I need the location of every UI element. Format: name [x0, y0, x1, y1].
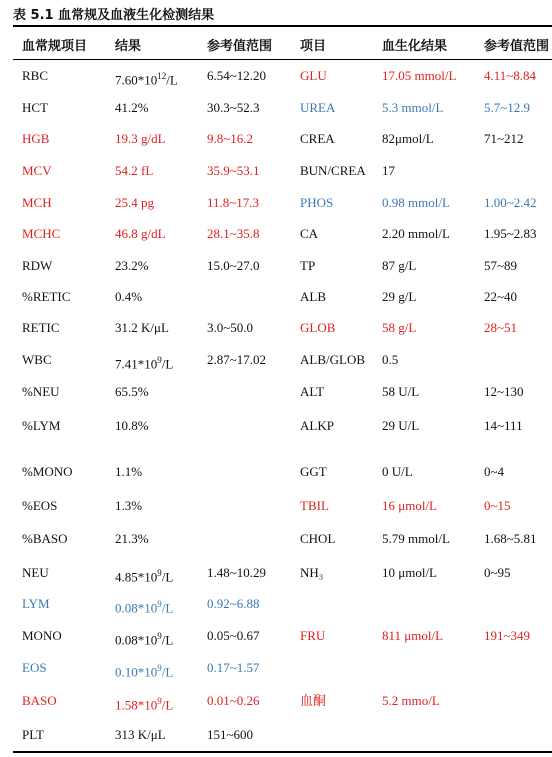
row-20-cbc-reference: 0.01~0.26: [207, 693, 260, 708]
row-8-chem-result: 29 g/L: [382, 289, 417, 304]
row-4-chem-result: 17: [382, 163, 395, 178]
row-16-cbc-reference: 1.48~10.29: [207, 565, 267, 580]
row-13-cbc-item: %MONO: [22, 464, 73, 479]
row-14-cbc-item: %EOS: [22, 498, 58, 513]
row-10-cbc-item: WBC: [22, 352, 52, 367]
row-18-cbc-reference: 0.05~0.67: [207, 628, 260, 643]
row-7-cbc-reference: 15.0~27.0: [207, 258, 260, 273]
row-16-chem-item: NH₃: [300, 565, 324, 580]
row-8-cbc-item: %RETIC: [22, 289, 71, 304]
table-top-rule: [13, 25, 552, 27]
row-2-cbc-result: 41.2%: [115, 100, 149, 115]
row-21-cbc-result: 313 K/μL: [115, 727, 166, 742]
row-4-chem-item: BUN/CREA: [300, 163, 366, 178]
row-6-chem-reference: 1.95~2.83: [484, 226, 537, 241]
row-5-cbc-reference: 11.8~17.3: [207, 195, 260, 210]
row-7-chem-item: TP: [300, 258, 316, 273]
row-9-chem-item: GLOB: [300, 320, 336, 335]
row-16-chem-reference: 0~95: [484, 565, 511, 580]
row-10-cbc-reference: 2.87~17.02: [207, 352, 267, 367]
row-11-cbc-result: 65.5%: [115, 384, 149, 399]
row-5-cbc-result: 25.4 pg: [115, 195, 154, 210]
row-12-chem-item: ALKP: [300, 418, 334, 433]
row-1-cbc-item: RBC: [22, 68, 49, 83]
row-19-cbc-reference: 0.17~1.57: [207, 660, 260, 675]
header-chem-reference: 参考值范围: [484, 39, 550, 54]
row-1-chem-result: 17.05 mmol/L: [382, 68, 457, 83]
row-8-cbc-result: 0.4%: [115, 289, 143, 304]
row-17-cbc-item: LYM: [22, 596, 50, 611]
row-9-cbc-item: RETIC: [22, 320, 60, 335]
row-18-chem-item: FRU: [300, 628, 326, 643]
row-11-chem-result: 58 U/L: [382, 384, 420, 399]
row-12-chem-reference: 14~111: [484, 418, 523, 433]
row-6-chem-result: 2.20 mmol/L: [382, 226, 450, 241]
row-17-cbc-reference: 0.92~6.88: [207, 596, 260, 611]
row-9-cbc-reference: 3.0~50.0: [207, 320, 254, 335]
row-12-cbc-result: 10.8%: [115, 418, 149, 433]
row-8-chem-reference: 22~40: [484, 289, 518, 304]
row-9-chem-result: 58 g/L: [382, 320, 417, 335]
row-5-chem-reference: 1.00~2.42: [484, 195, 537, 210]
row-18-cbc-item: MONO: [22, 628, 62, 643]
row-7-chem-reference: 57~89: [484, 258, 518, 273]
row-15-chem-item: CHOL: [300, 531, 336, 546]
row-11-chem-item: ALT: [300, 384, 325, 399]
row-1-chem-reference: 4.11~8.84: [484, 68, 537, 83]
row-3-cbc-item: HGB: [22, 131, 50, 146]
row-3-chem-result: 82μmol/L: [382, 131, 434, 146]
row-21-cbc-reference: 151~600: [207, 727, 254, 742]
row-14-chem-result: 16 μmol/L: [382, 498, 437, 513]
header-chem-item: 项目: [300, 39, 327, 54]
table-bottom-rule: [13, 751, 552, 753]
row-18-cbc-result: $0.08*10^9/L$: [115, 631, 174, 648]
row-8-chem-item: ALB: [300, 289, 326, 304]
row-2-cbc-reference: 30.3~52.3: [207, 100, 260, 115]
row-18-chem-reference: 191~349: [484, 628, 531, 643]
row-19-cbc-item: EOS: [22, 660, 47, 675]
row-4-cbc-result: 54.2 fL: [115, 163, 154, 178]
row-1-cbc-result: $7.60*10^{12}/L$: [115, 71, 178, 88]
header-cbc-reference: 参考值范围: [207, 39, 273, 54]
row-17-cbc-result: $0.08*10^9/L$: [115, 599, 174, 616]
row-2-chem-reference: 5.7~12.9: [484, 100, 531, 115]
row-16-chem-result: 10 μmol/L: [382, 565, 437, 580]
row-9-cbc-result: 31.2 K/μL: [115, 320, 169, 335]
row-6-cbc-reference: 28.1~35.8: [207, 226, 260, 241]
row-16-cbc-item: NEU: [22, 565, 49, 580]
row-20-chem-item: 血酮: [300, 693, 327, 708]
row-7-cbc-item: RDW: [22, 258, 53, 273]
row-12-cbc-item: %LYM: [22, 418, 61, 433]
row-15-cbc-item: %BASO: [22, 531, 68, 546]
row-15-chem-result: 5.79 mmol/L: [382, 531, 450, 546]
row-21-cbc-item: PLT: [22, 727, 44, 742]
row-6-chem-item: CA: [300, 226, 319, 241]
row-6-cbc-item: MCHC: [22, 226, 61, 241]
header-chem-result: 血生化结果: [382, 39, 448, 54]
row-15-chem-reference: 1.68~5.81: [484, 531, 537, 546]
row-11-cbc-item: %NEU: [22, 384, 60, 399]
row-13-chem-result: 0 U/L: [382, 464, 413, 479]
row-7-cbc-result: 23.2%: [115, 258, 149, 273]
table-header-rule: [13, 59, 552, 60]
row-3-chem-item: CREA: [300, 131, 335, 146]
header-cbc-item: 血常规项目: [22, 39, 88, 54]
row-20-cbc-result: $1.58*10^9/L$: [115, 696, 174, 713]
row-13-cbc-result: 1.1%: [115, 464, 143, 479]
row-2-chem-item: UREA: [300, 100, 336, 115]
row-10-chem-result: 0.5: [382, 352, 399, 367]
row-9-chem-reference: 28~51: [484, 320, 518, 335]
row-13-chem-item: GGT: [300, 464, 327, 479]
row-13-chem-reference: 0~4: [484, 464, 505, 479]
row-20-chem-result: 5.2 mmo/L: [382, 693, 440, 708]
row-5-chem-item: PHOS: [300, 195, 334, 210]
row-10-chem-item: ALB/GLOB: [300, 352, 365, 367]
table-caption: 表 5.1 血常规及血液生化检测结果: [13, 8, 215, 23]
row-12-chem-result: 29 U/L: [382, 418, 420, 433]
row-4-cbc-reference: 35.9~53.1: [207, 163, 260, 178]
row-3-cbc-reference: 9.8~16.2: [207, 131, 254, 146]
row-7-chem-result: 87 g/L: [382, 258, 417, 273]
row-20-cbc-item: BASO: [22, 693, 57, 708]
row-15-cbc-result: 21.3%: [115, 531, 149, 546]
row-2-chem-result: 5.3 mmol/L: [382, 100, 444, 115]
row-4-cbc-item: MCV: [22, 163, 52, 178]
row-14-chem-item: TBIL: [300, 498, 329, 513]
row-14-cbc-result: 1.3%: [115, 498, 143, 513]
row-3-cbc-result: 19.3 g/dL: [115, 131, 166, 146]
row-5-cbc-item: MCH: [22, 195, 52, 210]
row-5-chem-result: 0.98 mmol/L: [382, 195, 450, 210]
row-18-chem-result: 811 μmol/L: [382, 628, 444, 643]
row-3-chem-reference: 71~212: [484, 131, 524, 146]
row-6-cbc-result: 46.8 g/dL: [115, 226, 166, 241]
row-11-chem-reference: 12~130: [484, 384, 524, 399]
row-2-cbc-item: HCT: [22, 100, 48, 115]
row-14-chem-reference: 0~15: [484, 498, 511, 513]
row-1-chem-item: GLU: [300, 68, 327, 83]
header-cbc-result: 结果: [115, 39, 142, 54]
row-1-cbc-reference: 6.54~12.20: [207, 68, 267, 83]
row-19-cbc-result: $0.10*10^9/L$: [115, 663, 174, 680]
row-10-cbc-result: $7.41*10^9/L$: [115, 355, 174, 372]
row-16-cbc-result: $4.85*10^9/L$: [115, 568, 174, 585]
